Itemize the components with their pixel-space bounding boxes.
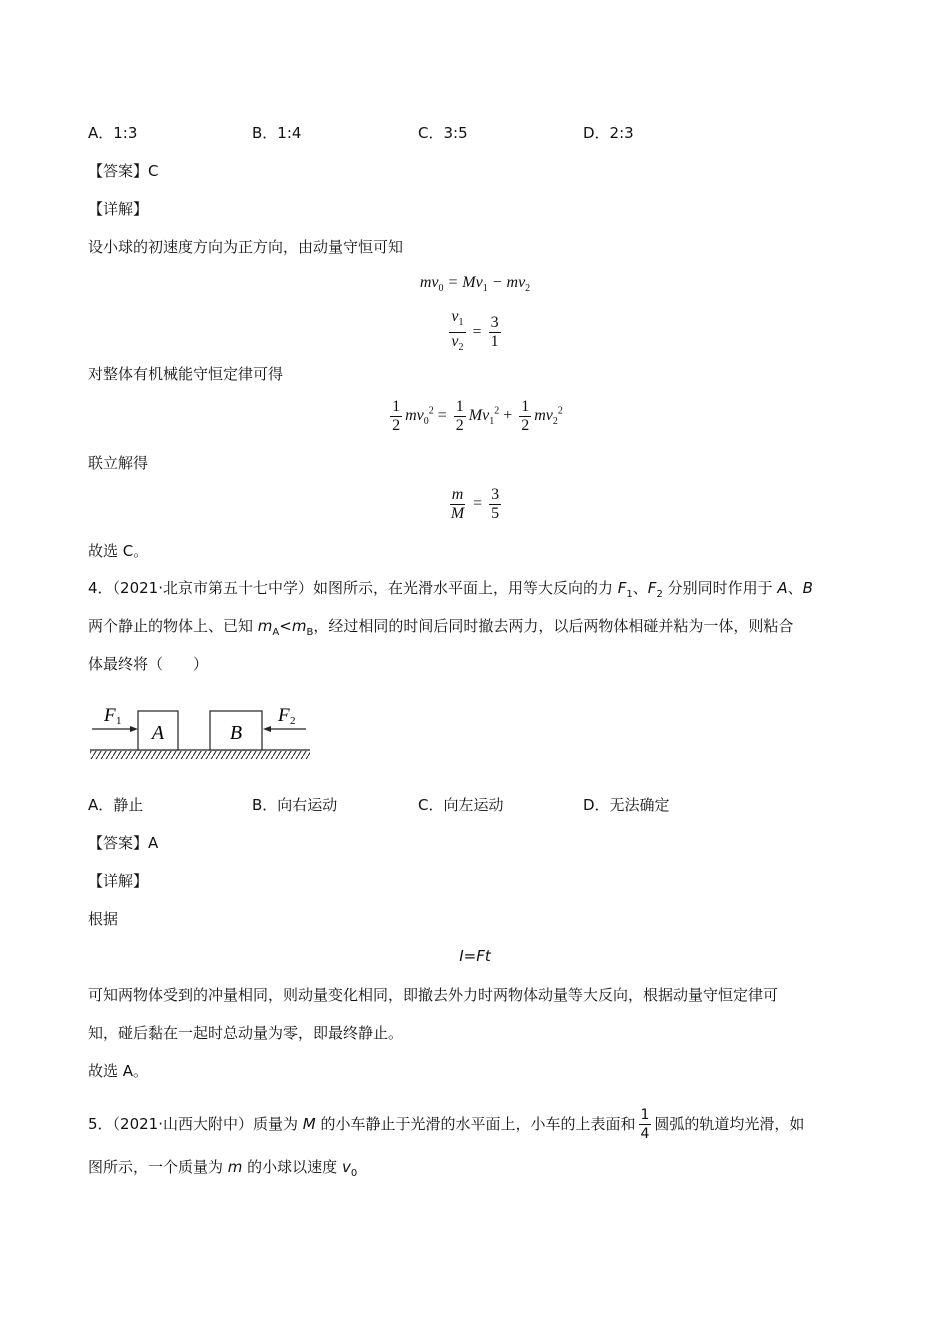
q4-detail-label: 【详解】 [88,872,149,890]
q3-option-d: D．2:3 [583,124,634,142]
q5-stem-line2: 图所示，一个质量为 m 的小球以速度 $v_0$ [88,1158,358,1179]
q3-detail-line1: 设小球的初速度方向为正方向，由动量守恒可知 [88,238,404,256]
q4-option-a: A．静止 [88,796,144,814]
svg-text:2: 2 [290,715,296,727]
q3-equation-ratio: $\frac{v_1}{v_2}$ = $\frac{3}{1}$ [451,308,499,354]
q4-option-c: C．向左运动 [418,796,504,814]
force1-label: F [104,705,116,726]
q3-answer: 【答案】C [88,162,159,180]
q3-detail-line2: 对整体有机械能守恒定律可得 [88,365,284,383]
q3-equation-result: $\frac{m}{M}$ = $\frac{3}{5}$ [450,486,500,522]
q3-option-b: B．1:4 [252,124,302,142]
q4-figure [88,700,318,762]
q5-fraction: $\frac{1}{4}$ [640,1107,650,1142]
q4-conclusion: 故选 A。 [88,1062,149,1080]
block-a-label: A [151,722,165,744]
svg-text:1: 1 [116,715,122,727]
q4-basis: 根据 [88,910,119,928]
ground-hatch [90,751,310,759]
q3-option-a: A．1:3 [88,124,138,142]
q3-detail-line3: 联立解得 [88,454,149,472]
q5-stem-line1: 5．（2021·山西大附中）质量为 M 的小车静止于光滑的水平面上，小车的上表面和 $\frac{1}{4}$ 圆弧的轨道均光滑，如 [88,1107,805,1142]
q4-formula: I=Ft [459,947,491,965]
q4-answer: 【答案】A [88,834,159,852]
q3-option-c: C．3:5 [418,124,468,142]
q4-option-d: D．无法确定 [583,796,670,814]
q4-stem-line1: 4．（2021·北京市第五十七中学）如图所示，在光滑水平面上，用等大反向的力 $F_1$、$F_2$ 分别同时作用于 A、B [88,579,813,600]
force2-label: F [278,705,290,726]
q3-conclusion: 故选 C。 [88,542,149,560]
q4-stem-line3: 体最终将（ ） [88,655,209,673]
block-b-label: B [229,722,243,744]
q4-explain-line1: 可知两物体受到的冲量相同，则动量变化相同，即撤去外力时两物体动量等大反向，根据动量守恒定律可 [88,986,779,1004]
q3-equation-momentum: $mv_0 = Mv_1 - mv_2$ [419,274,531,295]
q4-explain-line2: 知，碰后黏在一起时总动量为零，即最终静止。 [88,1024,404,1042]
q4-option-b: B．向右运动 [252,796,338,814]
q3-detail-label: 【详解】 [88,200,149,218]
q3-equation-energy: $\frac{1}{2}$ $mv_0^2$ = $\frac{1}{2}$ $Mv_1^2$ + $\frac{1}{2}$ $mv_2^2$ [392,398,563,434]
q4-stem-line2: 两个静止的物体上、已知 $m_A<m_B$，经过相同的时间后同时撤去两力，以后两物体相碰并粘为一体，则粘合 [88,617,794,638]
